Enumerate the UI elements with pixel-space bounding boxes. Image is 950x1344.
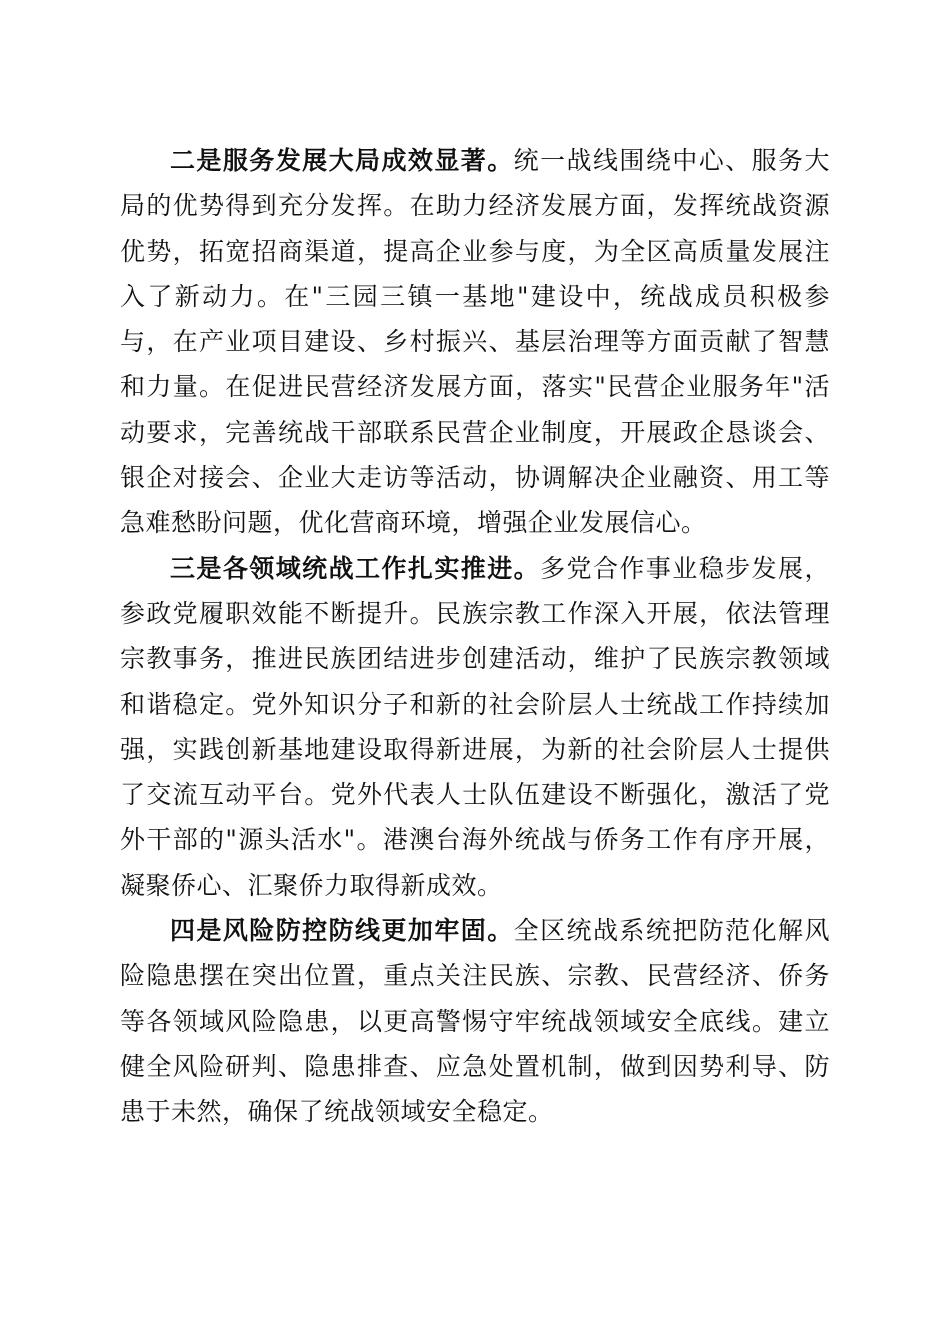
paragraph-body: 全区统战系统把防范化解风险隐患摆在突出位置，重点关注民族、宗教、民营经济、侨务等各领域风险隐患，以更高警惕守牢统战领域安全底线。建立健全风险研判、隐患排查、应急处置机制，做到因势利导、防患于未然，确保了统战领域安全稳定。 [120, 916, 830, 1127]
paragraph-heading: 三是各领域统战工作扎实推进。 [170, 553, 541, 583]
paragraph-risk-control [120, 908, 830, 1134]
document-body [120, 138, 830, 1135]
paragraph-heading: 二是服务发展大局成效显著。 [170, 146, 514, 175]
paragraph-body: 多党合作事业稳步发展，参政党履职效能不断提升。民族宗教工作深入开展，依法管理宗教事务，推进民族团结进步创建活动，维护了民族宗教领域和谐稳定。党外知识分子和新的社会阶层人士统战工作持续加强，实践创新基地建设取得新进展，为新的社会阶层人士提供了交流互动平台。党外代表人士队伍建设不断强化，激活了党外干部的"源头活水"。港澳台海外统战与侨务工作有序开展，凝聚侨心、汇聚侨力取得新成效。 [120, 553, 830, 900]
paragraph-united-front-work [120, 546, 830, 908]
paragraph-body: 统一战线围绕中心、服务大局的优势得到充分发挥。在助力经济发展方面，发挥统战资源优势，拓宽招商渠道，提高企业参与度，为全区高质量发展注入了新动力。在"三园三镇一基地"建设中，统战成员积极参与，在产业项目建设、乡村振兴、基层治理等方面贡献了智慧和力量。在促进民营经济发展方面，落实"民营企业服务年"活动要求，完善统战干部联系民营企业制度，开展政企恳谈会、银企对接会、企业大走访等活动，协调解决企业融资、用工等急难愁盼问题，优化营商环境，增强企业发展信心。 [120, 146, 830, 538]
paragraph-service-development [120, 138, 830, 546]
paragraph-heading: 四是风险防控防线更加牢固。 [170, 916, 514, 946]
